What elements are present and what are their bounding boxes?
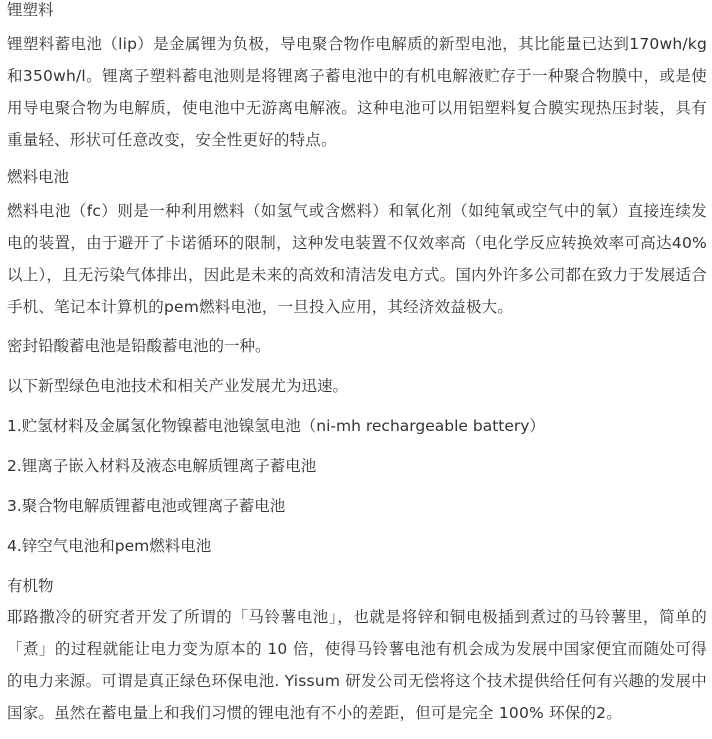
paragraph-organic: 耶路撒冷的研究者开发了所谓的「马铃薯电池」，也就是将锌和铜电极插到煮过的马铃薯里，简单的「煮」的过程就能让电力变为原本的 10 倍，使得马铃薯电池有机会成为发展中国家便宜而随处可得的电力来源。可谓是真正绿色环保电池. Yissum 研发公司无偿将这个技术提供给任何有兴趣的发展中国家。虽然在蓄电量上和我们习惯的锂电池有不小的差距，但可是完全 100% 环保的2。	[7, 608, 707, 722]
list-item: 2.锂离子嵌入材料及液态电解质锂离子蓄电池	[7, 457, 317, 475]
list-item: 1.贮氢材料及金属氢化物镍蓄电池镍氢电池（ni-mh rechargeable battery）	[7, 417, 545, 435]
list-item: 4.锌空气电池和pem燃料电池	[7, 537, 212, 555]
paragraph-sealed-lead-acid: 密封铅酸蓄电池是铅酸蓄电池的一种。	[7, 337, 271, 355]
section-heading-lithium-polymer: 锂塑料	[7, 1, 54, 19]
list-item: 3.聚合物电解质锂蓄电池或锂离子蓄电池	[7, 497, 286, 515]
paragraph-green-tech-intro: 以下新型绿色电池技术和相关产业发展尤为迅速。	[7, 377, 349, 395]
paragraph-fuel-cell: 燃料电池（fc）则是一种利用燃料（如氢气或含燃料）和氧化剂（如纯氧或空气中的氧）直接连续发电的装置，由于避开了卡诺循环的限制，这种发电装置不仅效率高（电化学反应转换效率可高达40%以上），且无污染气体排出，因此是未来的高效和清洁发电方式。国内外许多公司都在致力于发展适合手机、笔记本计算机的pem燃料电池，一旦投入应用，其经济效益极大。	[7, 202, 707, 316]
section-heading-organic: 有机物	[7, 577, 54, 595]
section-heading-fuel-cell: 燃料电池	[7, 168, 70, 186]
paragraph-lithium-polymer: 锂塑料蓄电池（lip）是金属锂为负极，导电聚合物作电解质的新型电池，其比能量已达到170wh/kg和350wh/l。锂离子塑料蓄电池则是将锂离子蓄电池中的有机电解液贮存于一种聚合物膜中，或是使用导电聚合物为电解质，使电池中无游离电解液。这种电池可以用铝塑料复合膜实现热压封装，具有重量轻、形状可任意改变，安全性更好的特点。	[7, 35, 707, 149]
